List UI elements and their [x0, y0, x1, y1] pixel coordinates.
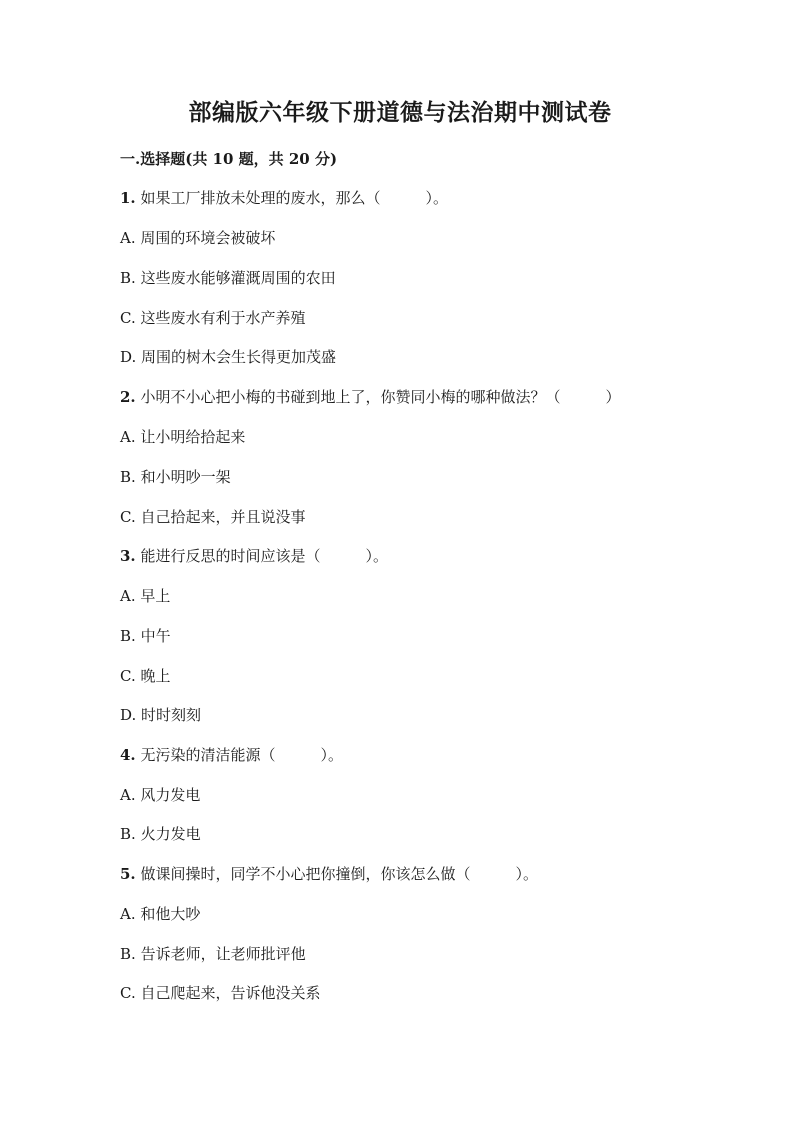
option-2b — [120, 466, 231, 487]
option-letter: B. — [120, 468, 136, 486]
option-text: 自己拾起来，并且说没事 — [140, 508, 306, 526]
question-3 — [120, 545, 388, 566]
option-letter: B. — [120, 627, 136, 645]
option-text: 周围的环境会被破坏 — [140, 229, 276, 247]
option-1a — [120, 227, 275, 248]
option-3b — [120, 625, 171, 646]
option-letter: B. — [120, 945, 136, 963]
option-5b — [120, 943, 306, 964]
question-text: 做课间操时，同学不小心把你撞倒，你该怎么做（ ）。 — [140, 865, 538, 883]
option-text: 和他大吵 — [140, 905, 201, 923]
section-heading: 一.选择题(共 10 题，共 20 分) — [120, 150, 338, 168]
option-text: 告诉老师，让老师批评他 — [140, 945, 306, 963]
option-text: 让小明给拾起来 — [140, 428, 246, 446]
option-text: 周围的树木会生长得更加茂盛 — [141, 348, 337, 366]
question-number: 5. — [120, 865, 136, 883]
option-text: 早上 — [140, 587, 171, 605]
question-text: 如果工厂排放未处理的废水，那么（ ）。 — [140, 189, 448, 207]
option-3c — [120, 665, 171, 686]
option-text: 晚上 — [140, 667, 171, 685]
option-letter: B. — [120, 825, 136, 843]
option-letter: A. — [120, 786, 136, 804]
option-letter: A. — [120, 428, 136, 446]
question-text: 能进行反思的时间应该是（ ）。 — [140, 547, 388, 565]
option-5a — [120, 903, 200, 924]
option-text: 火力发电 — [140, 825, 201, 843]
option-letter: C. — [120, 309, 136, 327]
option-letter: D. — [120, 706, 137, 724]
option-letter: C. — [120, 508, 136, 526]
option-3a — [120, 585, 170, 606]
question-4 — [120, 744, 343, 765]
question-1 — [120, 187, 448, 208]
option-letter: D. — [120, 348, 137, 366]
question-number: 2. — [120, 388, 136, 406]
option-letter: C. — [120, 984, 136, 1002]
question-2 — [120, 386, 620, 407]
option-text: 自己爬起来，告诉他没关系 — [140, 984, 321, 1002]
question-text: 无污染的清洁能源（ ）。 — [140, 746, 343, 764]
option-text: 中午 — [140, 627, 171, 645]
option-1c — [120, 307, 306, 328]
option-4b — [120, 823, 201, 844]
question-text: 小明不小心把小梅的书碰到地上了，你赞同小梅的哪种做法？（ ） — [140, 388, 621, 406]
option-3d — [120, 704, 201, 725]
option-letter: A. — [120, 587, 136, 605]
option-1b — [120, 267, 336, 288]
question-number: 4. — [120, 746, 136, 764]
page-title: 部编版六年级下册道德与法治期中测试卷 — [188, 99, 612, 126]
option-1d — [120, 346, 336, 367]
option-text: 这些废水能够灌溉周围的农田 — [140, 269, 336, 287]
question-number: 1. — [120, 189, 136, 207]
option-text: 和小明吵一架 — [140, 468, 231, 486]
option-letter: A. — [120, 905, 136, 923]
option-2a — [120, 426, 245, 447]
option-4a — [120, 784, 200, 805]
option-5c — [120, 982, 321, 1003]
option-letter: A. — [120, 229, 136, 247]
option-text: 这些废水有利于水产养殖 — [140, 309, 306, 327]
option-letter: B. — [120, 269, 136, 287]
option-text: 风力发电 — [140, 786, 201, 804]
option-2c — [120, 506, 306, 527]
question-5 — [120, 863, 538, 884]
option-text: 时时刻刻 — [141, 706, 202, 724]
option-letter: C. — [120, 667, 136, 685]
question-number: 3. — [120, 547, 136, 565]
